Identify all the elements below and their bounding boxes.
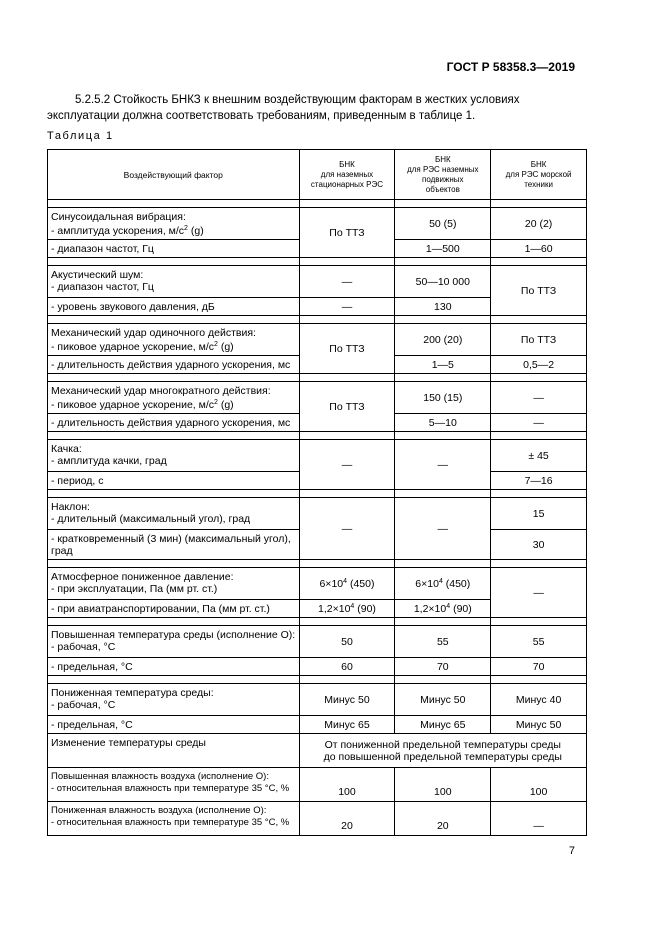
header-col1: БНК для наземных стационарных РЭС	[299, 150, 395, 200]
table-row: - предельная, °С 60 70 70	[48, 658, 587, 676]
page-number: 7	[568, 845, 575, 857]
table-row: Механический удар многократного действия: - пиковое ударное ускорение, $м/с^2$ (g) По ТТЗ 150 (15) —	[48, 382, 587, 414]
table-row: Пониженная влажность воздуха (исполнение О): - относительная влажность при температуре 35 °С, % 20 20 —	[48, 802, 587, 836]
table-row: Наклон: - длительный (максимальный угол), град — — 15	[48, 498, 587, 530]
table-header-row	[48, 150, 587, 200]
table-row: Повышенная влажность воздуха (исполнение О): - относительная влажность при температуре 35 °С, % 100 100 100	[48, 768, 587, 802]
table-row: - период, с 7—16	[48, 472, 587, 490]
table-row: - при авиатранспортировании, Па (мм рт. ст.) $1,2\times 10^4$ (90) $1,2\times 10^4$ (90)	[48, 600, 587, 618]
table-row: - длительность действия ударного ускорения, мс 1—5 0,5—2	[48, 356, 587, 374]
table-row: - уровень звукового давления, дБ — 130	[48, 298, 587, 316]
requirements-table	[47, 149, 587, 836]
table-row: Атмосферное пониженное давление: - при эксплуатации, Па (мм рт. ст.) $6\times 10^4$ (450) $6\times 10^4$ (450) —	[48, 568, 587, 600]
table-row: Изменение температуры среды От пониженной предельной температуры среды до повышенной предельной температуры среды	[48, 734, 587, 768]
table-row: Механический удар одиночного действия: - пиковое ударное ускорение, $м/с^2$ (g) По ТТЗ 200 (20) По ТТЗ	[48, 324, 587, 356]
table-row: Синусоидальная вибрация: - амплитуда ускорения, $м/с^2$ (g) По ТТЗ 50 (5) 20 (2)	[48, 208, 587, 240]
table-row: Акустический шум: - диапазон частот, Гц — 50—10 000 По ТТЗ	[48, 266, 587, 298]
table-row: - диапазон частот, Гц 1—500 1—60	[48, 240, 587, 258]
header-factor: Воздействующий фактор	[48, 150, 300, 200]
standard-number: ГОСТ Р 58358.3—2019	[446, 60, 575, 74]
table-row: Пониженная температура среды: - рабочая, °С Минус 50 Минус 50 Минус 40	[48, 684, 587, 716]
table-caption: Таблица 1	[47, 130, 114, 142]
intro-paragraph: 5.2.5.2 Стойкость БНКЗ к внешним воздействующим факторам в жестких условиях эксплуатации должна соответствовать требованиям, приведенным в таблице 1.	[47, 94, 520, 122]
header-col3: БНК для РЭС морской техники	[491, 150, 587, 200]
table-row: Качка: - амплитуда качки, град — — ± 45	[48, 440, 587, 472]
table-row: - кратковременный (3 мин) (максимальный угол), град 30	[48, 530, 587, 560]
header-col2: БНК для РЭС наземных подвижных объектов	[395, 150, 491, 200]
table-row: - длительность действия ударного ускорения, мс 5—10 —	[48, 414, 587, 432]
table-row: - предельная, °С Минус 65 Минус 65 Минус 50	[48, 716, 587, 734]
table-row: Повышенная температура среды (исполнение О): - рабочая, °С 50 55 55	[48, 626, 587, 658]
